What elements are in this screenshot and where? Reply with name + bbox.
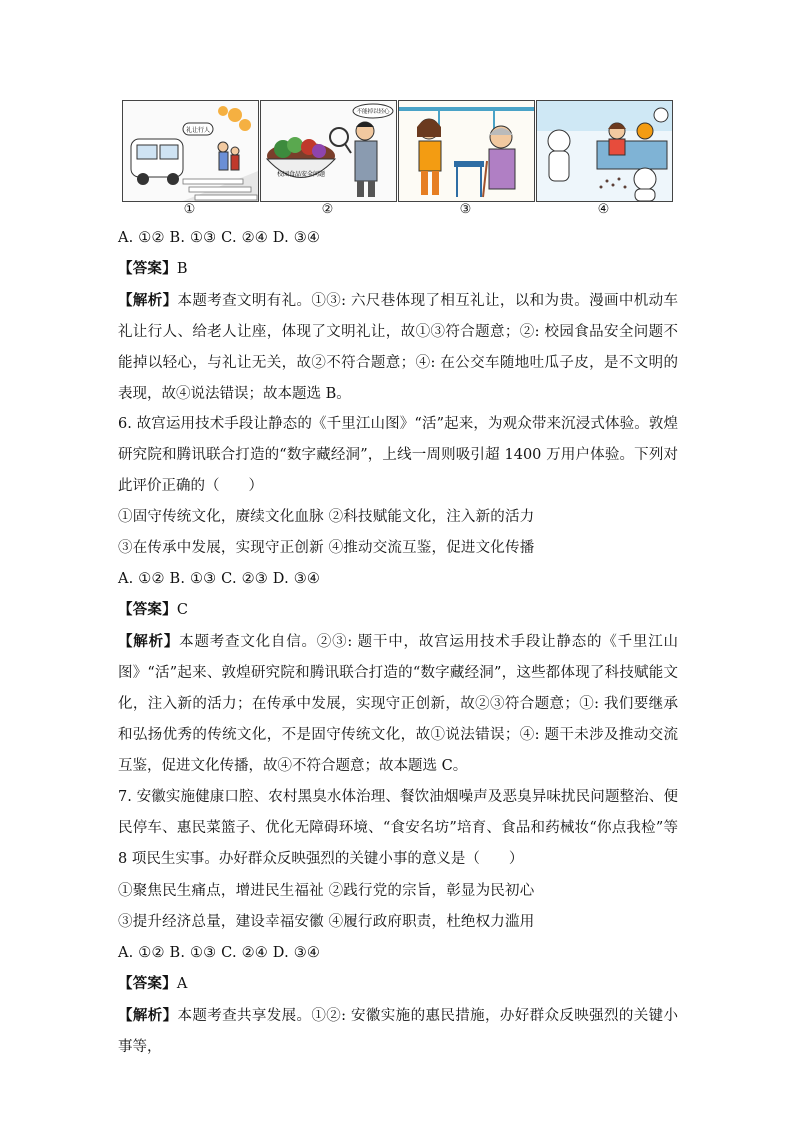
q6-answer-value: C bbox=[176, 602, 189, 618]
figure-label-4: ④ bbox=[597, 202, 610, 217]
q7-options: A. ①② B. ①③ C. ②④ D. ③④ bbox=[118, 945, 321, 961]
q6-answer-tag: 【答案】 bbox=[118, 601, 177, 618]
sign-text: 礼让行人 bbox=[185, 127, 211, 134]
figure-label-2: ② bbox=[321, 202, 334, 217]
q6-choices-line-2: ③在传承中发展，实现守正创新 ④推动交流互鉴，促进文化传播 bbox=[118, 540, 535, 556]
q6-analysis bbox=[118, 626, 678, 782]
q5-answer-tag: 【答案】 bbox=[118, 260, 177, 277]
q5-analysis-tag: 【解析】 bbox=[118, 292, 178, 309]
q7-answer-value: A bbox=[176, 976, 188, 992]
q6-stem: 6. 故宫运用技术手段让静态的《千里江山图》“活”起来，为观众带来沉浸式体验。敦煌研究院和腾讯联合打造的“数字藏经洞”，上线一周则吸引超 1400 万用户体验。下列对此评价正确的（ ） bbox=[118, 416, 678, 494]
q5-analysis-text: 本题考查文明有礼。①③: 六尺巷体现了相互礼让，以和为贵。漫画中机动车礼让行人、给老人让座，体现了文明礼让，故①③符合题意；②: 校园食品安全问题不能掉以轻心，与礼让无关，故②不符合题意；④: 在公交车随地吐瓜子皮，是不文明的表现，故④说法错误；故本题选 B。 bbox=[118, 293, 678, 402]
q5-analysis bbox=[118, 285, 678, 410]
comic-figures bbox=[122, 100, 672, 220]
q5-answer bbox=[118, 259, 188, 279]
q7-analysis-text: 本题考查共享发展。①②: 安徽实施的惠民措施，办好群众反映强烈的关键小事等， bbox=[118, 1008, 678, 1055]
q7-choices-line-1: ①聚焦民生痛点，增进民生福祉 ②践行党的宗旨，彰显为民初心 bbox=[118, 883, 535, 899]
comic-3-give-seat-image bbox=[398, 100, 535, 202]
q7-answer bbox=[118, 974, 187, 994]
q5-answer-value: B bbox=[176, 261, 188, 277]
figure-label-3: ③ bbox=[459, 202, 472, 217]
q7-analysis bbox=[118, 1000, 678, 1063]
comic-3-drawing bbox=[399, 101, 534, 201]
comic-2-food-safety-image bbox=[260, 100, 397, 202]
q7-choices-line-2: ③提升经济总量，建设幸福安徽 ④履行政府职责，杜绝权力滥用 bbox=[118, 914, 535, 930]
q6-answer bbox=[118, 600, 188, 620]
q7-analysis-tag: 【解析】 bbox=[118, 1007, 178, 1024]
figure-label-1: ① bbox=[183, 202, 196, 217]
q6-options: A. ①② B. ①③ C. ②③ D. ③④ bbox=[118, 571, 321, 587]
comic-2-drawing bbox=[261, 101, 396, 201]
q7-stem: 7. 安徽实施健康口腔、农村黑臭水体治理、餐饮油烟噪声及恶臭异味扰民问题整治、便民停车、惠民菜篮子、优化无障碍环境、“食安名坊”培育、食品和药械妆“你点我检”等 8 项民生实事。办好群众反映强烈的关键小事的意义是（ ） bbox=[118, 789, 678, 867]
comic-1-drawing bbox=[123, 101, 258, 201]
comic-4-drawing bbox=[537, 101, 672, 201]
bowl-text: 校园食品安全问题 bbox=[276, 171, 326, 178]
q7-answer-tag: 【答案】 bbox=[118, 975, 177, 992]
comic-1-car-yield-image bbox=[122, 100, 259, 202]
q6-analysis-text: 本题考查文化自信。②③: 题干中，故宫运用技术手段让静态的《千里江山图》“活”起来、敦煌研究院和腾讯联合打造的“数字藏经洞”，这些都体现了科技赋能文化，注入新的活力；在传承中发展，实现守正创新，故②③符合题意；①: 我们要继承和弘扬优秀的传统文化，不是固守传统文化，故①说法错误；④: 题干未涉及推动交流互鉴，促进文化传播，故④不符合题意；故本题选 C。 bbox=[118, 634, 678, 774]
q6-analysis-tag: 【解析】 bbox=[118, 633, 180, 650]
comic-4-spitting-seeds-image bbox=[536, 100, 673, 202]
bubble-text: 不能掉以轻心 bbox=[356, 109, 390, 115]
q5-options: A. ①② B. ①③ C. ②④ D. ③④ bbox=[118, 230, 321, 246]
q6-choices-line-1: ①固守传统文化，赓续文化血脉 ②科技赋能文化，注入新的活力 bbox=[118, 509, 535, 525]
